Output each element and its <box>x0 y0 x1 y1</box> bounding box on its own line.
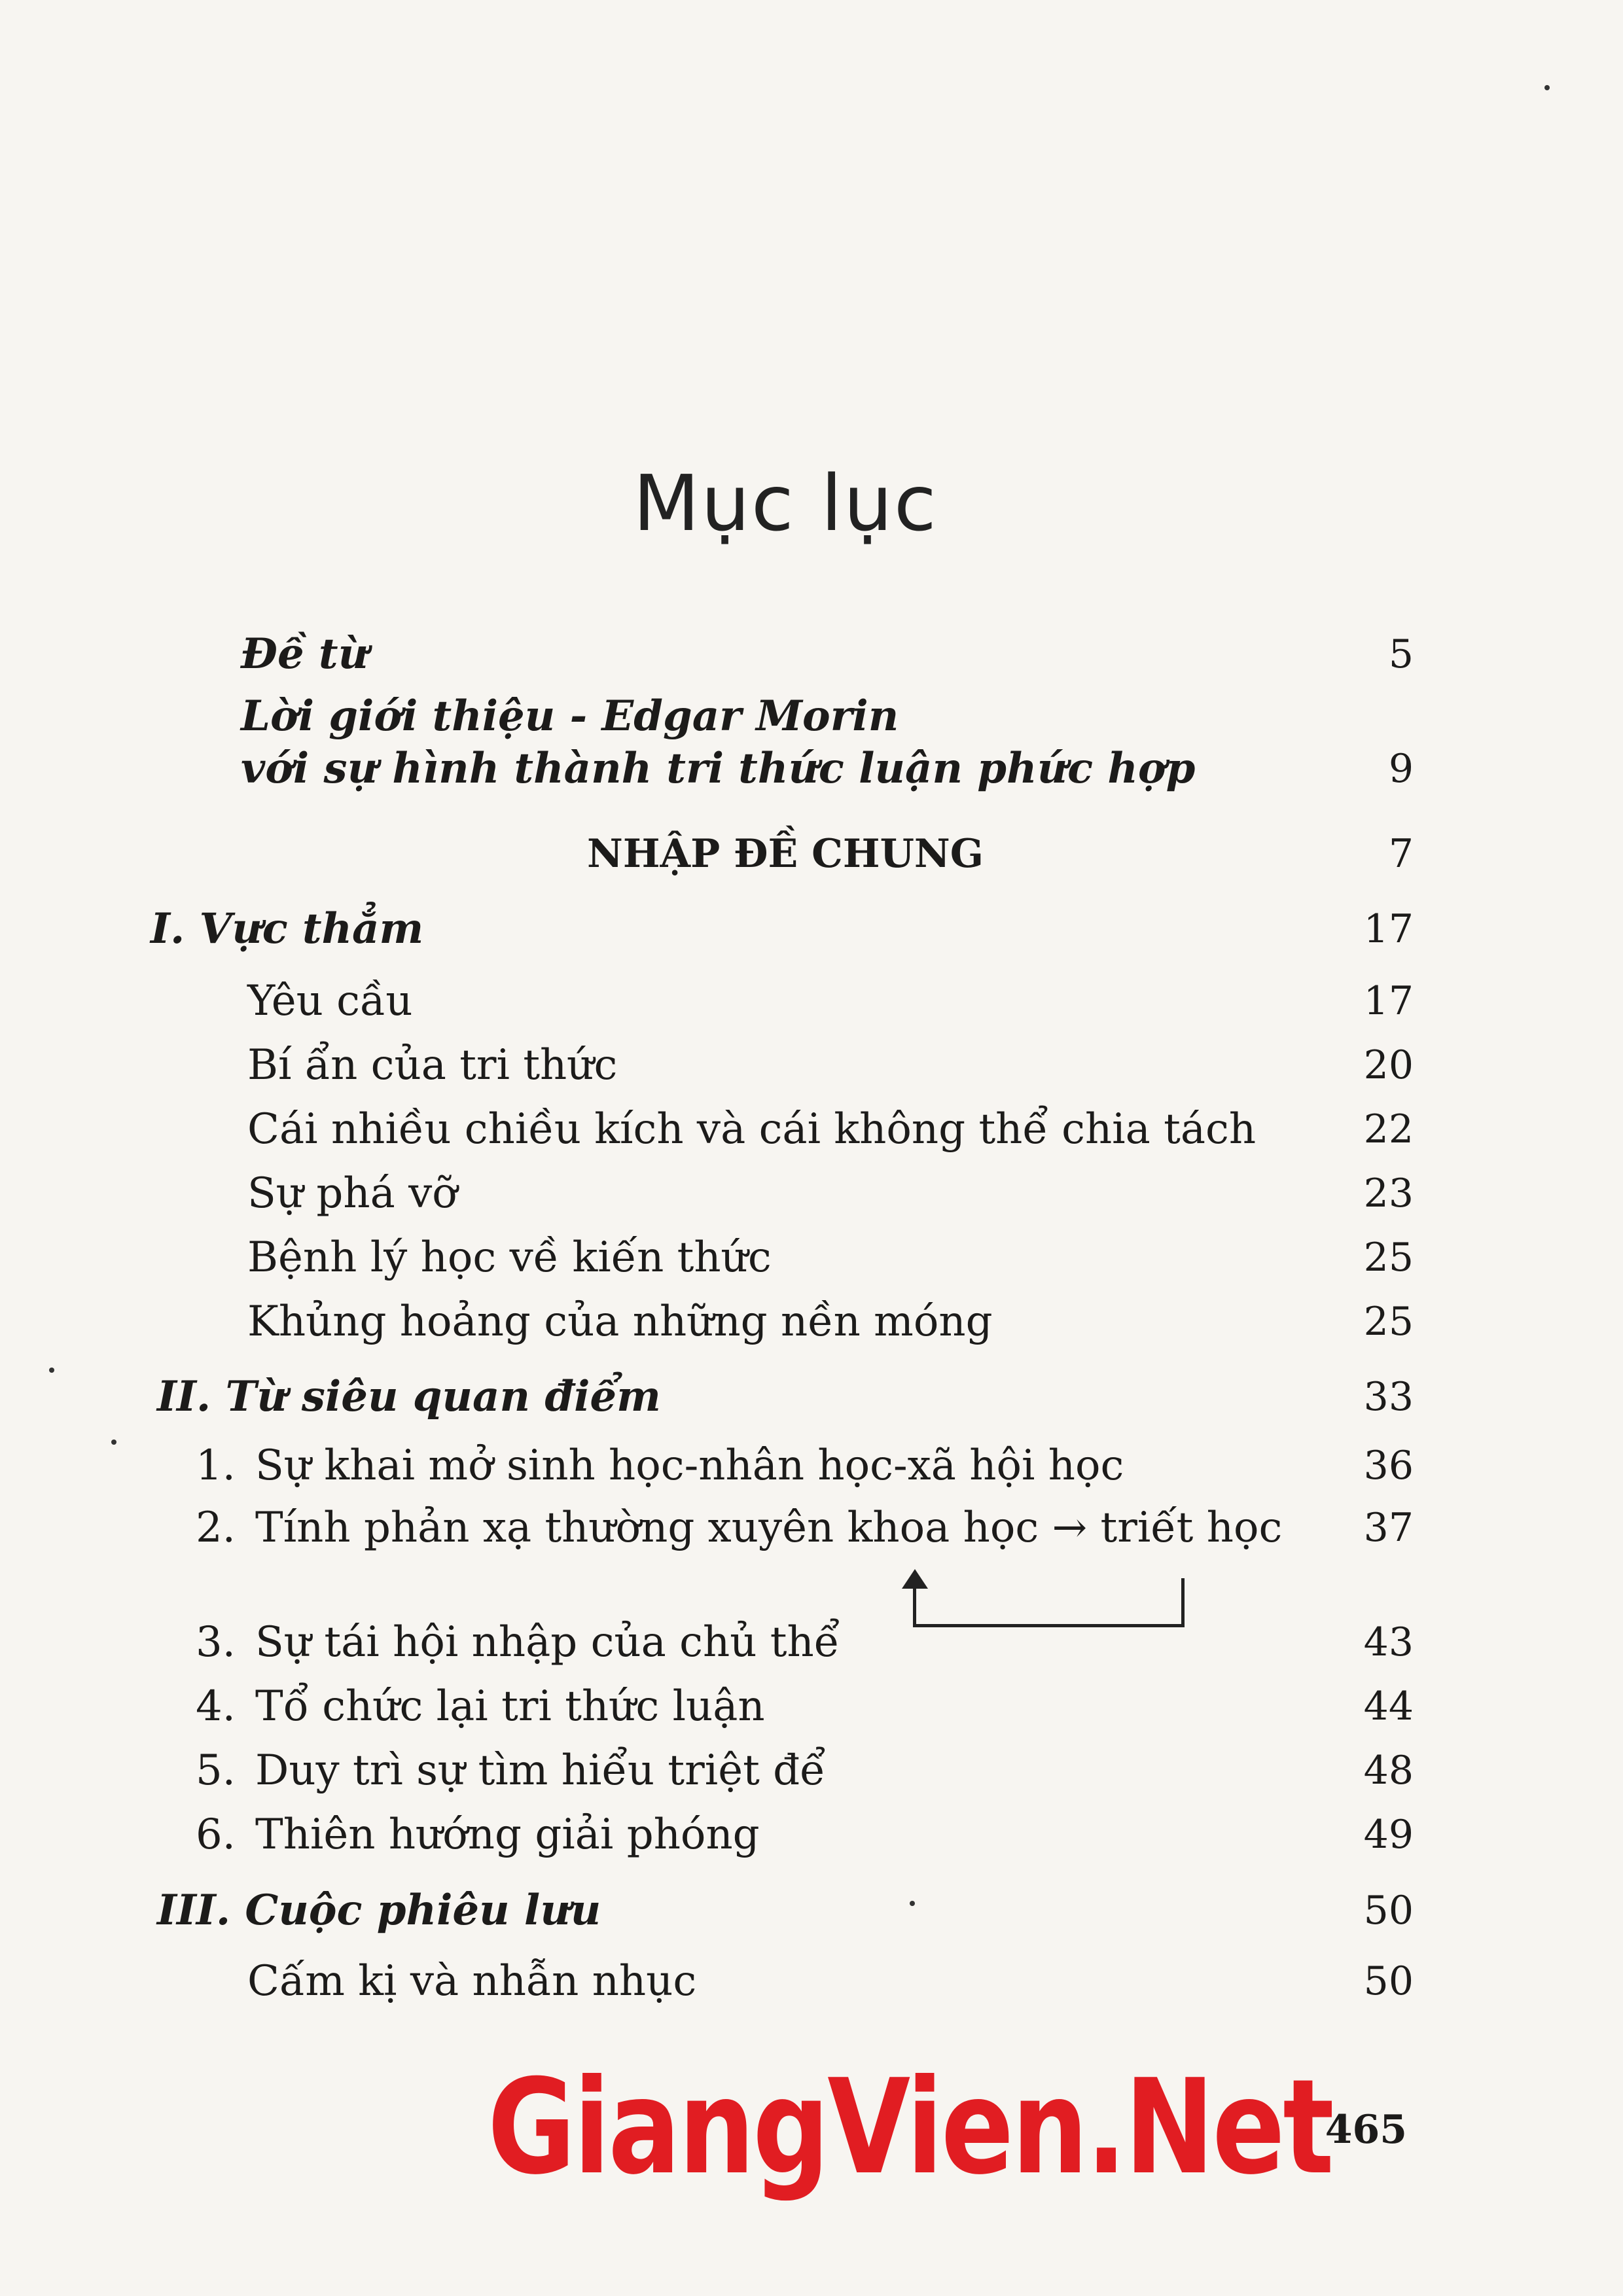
toc-entry-page: 50 <box>1363 1888 1414 1934</box>
toc-entry[interactable] <box>0 1949 1623 2014</box>
toc-entry-page: 50 <box>1363 1958 1414 2004</box>
toc-entry-label: Bí ẩn của tri thức <box>247 1041 618 1089</box>
toc-entry-page: 20 <box>1363 1042 1414 1088</box>
toc-entry-label: Khủng hoảng của những nền móng <box>247 1298 993 1346</box>
toc-entry[interactable] <box>0 1610 1623 1675</box>
toc-chapter-2[interactable] <box>0 1364 1623 1430</box>
toc-chapter-1[interactable] <box>0 896 1623 962</box>
page-title: Mục lục <box>633 458 938 548</box>
toc-entry-label: Tính phản xạ thường xuyên khoa học → triết học <box>255 1504 1283 1552</box>
toc-entry[interactable] <box>0 1495 1623 1561</box>
chapter-title: III. Cuộc phiêu lưu <box>157 1886 601 1935</box>
toc-entry[interactable] <box>0 1738 1623 1803</box>
toc-section-heading[interactable] <box>0 821 1623 887</box>
toc-entry-page: 9 <box>1388 746 1414 792</box>
scan-speck <box>111 1439 116 1445</box>
toc-entry-label: với sự hình thành tri thức luận phức hợp <box>241 744 1196 793</box>
toc-entry-page: 25 <box>1363 1235 1414 1280</box>
toc-entry-number: 6. <box>195 1810 236 1859</box>
toc-entry-number: 4. <box>195 1682 236 1731</box>
toc-entry-page: 5 <box>1388 631 1414 677</box>
toc-entry-label: Sự khai mở sinh học-nhân học-xã hội học <box>255 1441 1124 1490</box>
toc-entry-number: 2. <box>195 1504 236 1552</box>
toc-entry-label: Tổ chức lại tri thức luận <box>255 1682 765 1731</box>
toc-entry-epigraph[interactable] <box>0 622 1623 687</box>
section-heading-label: NHẬP ĐỀ CHUNG <box>586 831 984 877</box>
toc-entry[interactable] <box>0 1433 1623 1498</box>
toc-entry-label: Sự tái hội nhập của chủ thể <box>255 1618 840 1667</box>
toc-entry[interactable] <box>0 1802 1623 1867</box>
toc-entry-label: Thiên hướng giải phóng <box>255 1810 760 1859</box>
toc-entry[interactable] <box>0 1097 1623 1162</box>
toc-entry-page: 44 <box>1363 1684 1414 1729</box>
toc-entry-label: Đề từ <box>241 629 369 679</box>
toc-entry-page: 36 <box>1363 1443 1414 1489</box>
toc-entry-page: 48 <box>1363 1748 1414 1793</box>
toc-entry[interactable] <box>0 1674 1623 1739</box>
chapter-title: II. Từ siêu quan điểm <box>157 1372 661 1421</box>
toc-entry[interactable] <box>0 968 1623 1034</box>
toc-chapter-3[interactable] <box>0 1878 1623 1943</box>
toc-entry-label: Cấm kị và nhẫn nhục <box>247 1957 697 2005</box>
toc-entry-page: 17 <box>1363 906 1414 952</box>
toc-entry-page: 22 <box>1363 1106 1414 1152</box>
toc-entry-label: Sự phá vỡ <box>247 1169 457 1218</box>
toc-entry-page: 49 <box>1363 1812 1414 1858</box>
site-watermark: GiangVien.Net <box>488 2051 1332 2204</box>
toc-entry-page: 37 <box>1363 1505 1414 1551</box>
toc-entry-page: 23 <box>1363 1171 1414 1216</box>
toc-entry-page: 17 <box>1363 978 1414 1024</box>
toc-entry-page: 33 <box>1363 1374 1414 1420</box>
toc-entry-number: 3. <box>195 1618 236 1667</box>
scan-speck <box>1544 85 1550 90</box>
toc-entry-page: 7 <box>1388 831 1414 877</box>
toc-entry-introduction-cont[interactable] <box>0 736 1623 802</box>
toc-entry[interactable] <box>0 1225 1623 1290</box>
toc-entry[interactable] <box>0 1161 1623 1226</box>
toc-entry-page: 25 <box>1363 1299 1414 1345</box>
toc-entry-page: 43 <box>1363 1619 1414 1665</box>
scan-speck <box>49 1368 54 1373</box>
scan-speck <box>910 1901 915 1906</box>
toc-entry-label: Duy trì sự tìm hiểu triệt để <box>255 1746 826 1795</box>
page-number: 465 <box>1325 2107 1407 2153</box>
toc-entry-number: 1. <box>195 1441 236 1490</box>
toc-entry-label: Yêu cầu <box>247 977 413 1025</box>
toc-entry-number: 5. <box>195 1746 236 1795</box>
toc-entry-label: Bệnh lý học về kiến thức <box>247 1233 772 1282</box>
toc-entry[interactable] <box>0 1289 1623 1354</box>
toc-entry-label: Cái nhiều chiều kích và cái không thể chia tách <box>247 1105 1257 1154</box>
chapter-title: I. Vực thẳm <box>151 904 424 953</box>
toc-entry[interactable] <box>0 1033 1623 1098</box>
toc-entry-label: Lời giới thiệu - Edgar Morin <box>241 692 899 741</box>
